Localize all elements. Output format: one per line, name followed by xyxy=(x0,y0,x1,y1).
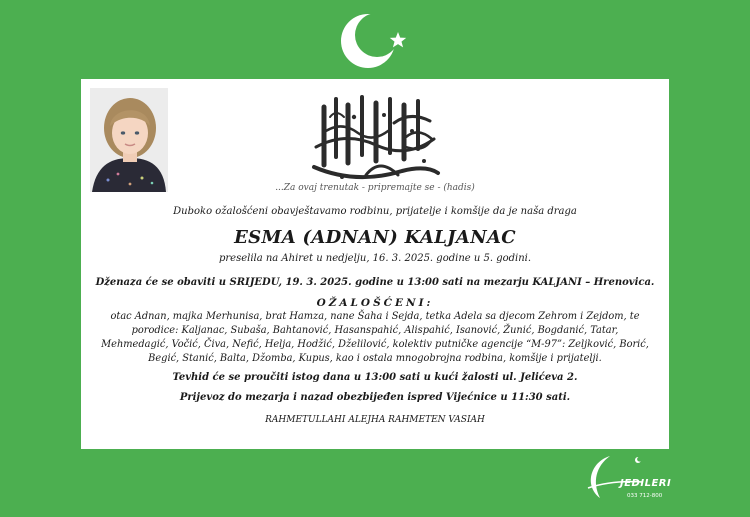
logo-phone: 033 712-800 xyxy=(627,493,663,499)
deceased-name: ESMA (ADNAN) KALJANAC xyxy=(234,227,516,248)
closing-prayer: RAHMETULLAHI ALEJHA RAHMETEN VASIAH xyxy=(265,415,485,425)
crescent-star-icon xyxy=(335,6,415,76)
logo-name: JEDILERI xyxy=(620,478,672,489)
announcement-intro: Duboko ožalošćeni obavještavamo rodbinu, prijatelje i komšije da je naša draga xyxy=(173,206,577,217)
passing-date: preselila na Ahiret u nedjelju, 16. 3. 2025. godine u 5. godini. xyxy=(218,253,532,264)
hadith-quote: ...Za ovaj trenutak - pripremajte se - (hadis) xyxy=(275,183,475,193)
mourners-line: Begić, Stanić, Balta, Džomba, Kupus, kao i ostala mnogobrojna rodbina, komšije i prijatelji. xyxy=(148,353,602,364)
funeral-details: Dženaza će se obaviti u SRIJEDU, 19. 3. 2025. godine u 13:00 sati na mezarju KALJANI – Hrenovica. xyxy=(95,277,655,288)
transport-details: Prijevoz do mezarja i nazad obezbijeđen ispred Vijećnice u 11:30 sati. xyxy=(179,392,571,403)
mourners-heading: OŽALOŠĆENI: xyxy=(316,297,434,309)
mourners-line: Mehmedagić, Vočić, Čiva, Nefić, Helja, Hodžić, Dželilović, kolektiv putničke agencije “M-97”: Zeljković, Borić, xyxy=(101,339,649,350)
obituary-card xyxy=(81,79,669,449)
mourners-line: otac Adnan, majka Merhunisa, brat Hamza, nane Šaha i Sejda, tetka Adela sa djecom Zehrom i Zejdom, te xyxy=(110,311,640,322)
portrait-photo xyxy=(90,88,168,192)
tevhid-details: Tevhid će se proučiti istog dana u 13:00 sati u kući žalosti ul. Jelićeva 2. xyxy=(172,372,578,383)
arabic-calligraphy-emblem xyxy=(306,87,446,187)
mourners-line: porodice: Kaljanac, Subaša, Bahtanović, Hasanspahić, Alispahić, Isanović, Žunić, Bogdanić, Tatar, xyxy=(131,325,619,336)
mourners-list xyxy=(95,310,655,366)
